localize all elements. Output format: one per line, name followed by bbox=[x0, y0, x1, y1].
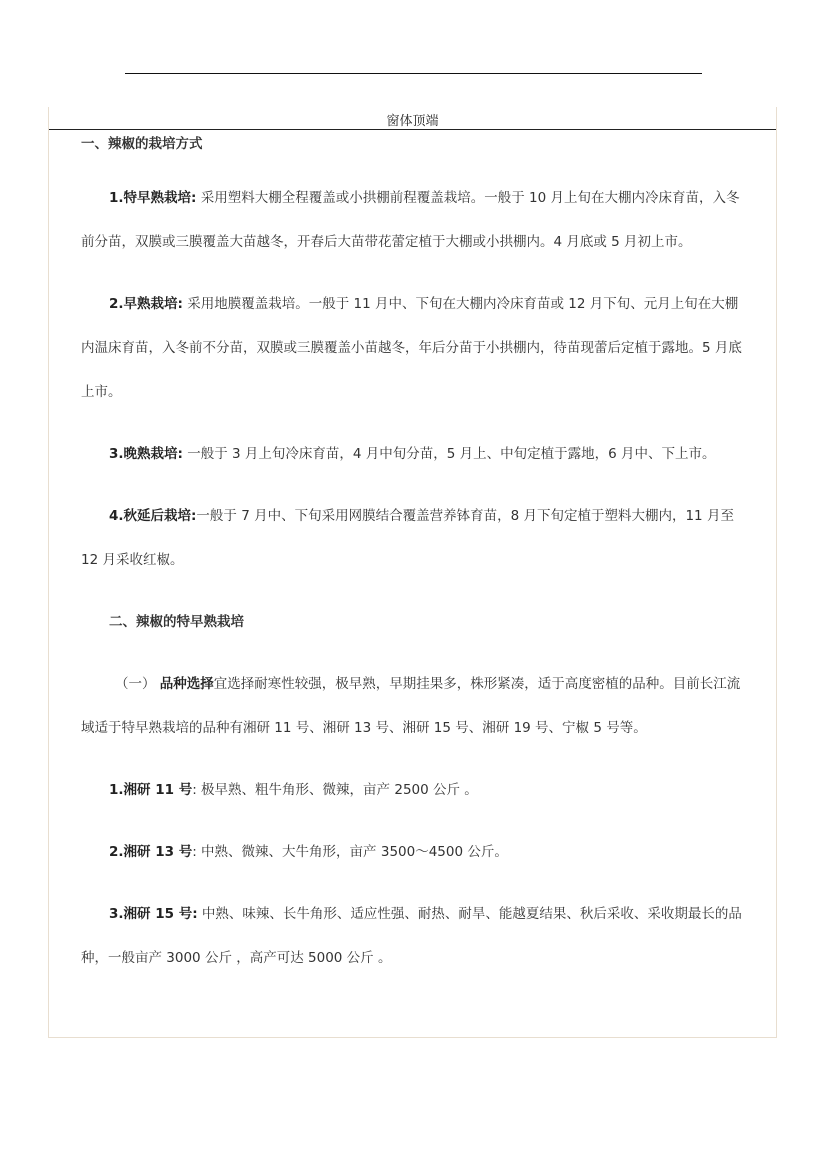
paragraph-early bbox=[81, 282, 747, 414]
paragraph-early-extra bbox=[81, 176, 747, 264]
item-label: 3.晚熟栽培: bbox=[109, 446, 183, 462]
variety-item bbox=[81, 830, 747, 874]
variety-text: : 极早熟、粗牛角形、微辣，亩产 2500 公斤 。 bbox=[192, 782, 478, 798]
item-label: 1.特早熟栽培: bbox=[109, 190, 197, 206]
variety-text: : 中熟、微辣、大牛角形，亩产 3500～4500 公斤。 bbox=[192, 844, 508, 860]
document-body bbox=[81, 132, 747, 980]
sub-text: 宜选择耐寒性较强，极早熟，早期挂果多，株形紧凑，适于高度密植的品种。目前长江流域适于特早熟栽培的品种有湘研 11 号、湘研 13 号、湘研 15 号、湘研 19 号、宁椒 5 号等。 bbox=[81, 676, 741, 736]
variety-item bbox=[81, 768, 747, 812]
frame-title: 窗体顶端 bbox=[386, 114, 439, 129]
item-label: 2.早熟栽培: bbox=[109, 296, 183, 312]
variety-item bbox=[81, 892, 747, 980]
paragraph-variety-selection bbox=[81, 662, 747, 750]
variety-label: 2.湘研 13 号 bbox=[109, 844, 193, 860]
content-frame bbox=[48, 107, 777, 1038]
title-rule bbox=[49, 129, 776, 130]
sub-prefix: （一） bbox=[115, 676, 160, 692]
item-text: 采用地膜覆盖栽培。一般于 11 月中、下旬在大棚内冷床育苗或 12 月下旬、元月上旬在大棚内温床育苗，入冬前不分苗，双膜或三膜覆盖小苗越冬，年后分苗于小拱棚内，待苗现蕾后定植于露地。5 月底上市。 bbox=[81, 296, 742, 400]
section1-heading: 一、辣椒的栽培方式 bbox=[81, 136, 203, 152]
section2-heading: 二、辣椒的特早熟栽培 bbox=[109, 614, 244, 630]
paragraph-autumn bbox=[81, 494, 747, 582]
item-label: 4.秋延后栽培: bbox=[109, 508, 197, 524]
sub-label: 品种选择 bbox=[159, 676, 214, 692]
item-text: 一般于 3 月上旬冷床育苗，4 月中旬分苗，5 月上、中旬定植于露地，6 月中、下上市。 bbox=[182, 446, 716, 462]
variety-text: 中熟、味辣、长牛角形、适应性强、耐热、耐旱、能越夏结果、秋后采收、采收期最长的品种，一般亩产 3000 公斤 ，高产可达 5000 公斤 。 bbox=[81, 906, 742, 966]
item-text: 一般于 7 月中、下旬采用网膜结合覆盖营养钵育苗，8 月下旬定植于塑料大棚内，11 月至 12 月采收红椒。 bbox=[81, 508, 734, 568]
item-text: 采用塑料大棚全程覆盖或小拱棚前程覆盖栽培。一般于 10 月上旬在大棚内冷床育苗，入冬前分苗，双膜或三膜覆盖大苗越冬，开春后大苗带花蕾定植于大棚或小拱棚内。4 月底或 5 月初上市。 bbox=[81, 190, 740, 250]
variety-label: 3.湘研 15 号: bbox=[109, 906, 198, 922]
paragraph-late bbox=[81, 432, 747, 476]
top-rule bbox=[125, 73, 702, 74]
variety-label: 1.湘研 11 号 bbox=[109, 782, 193, 798]
